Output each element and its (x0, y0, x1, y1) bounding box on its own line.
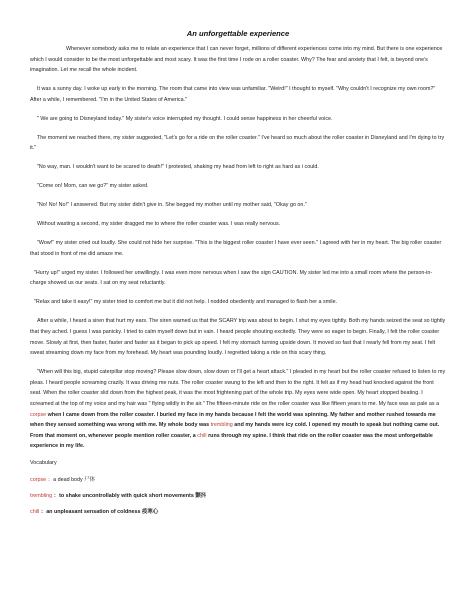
paragraph-relax: "Relax and take it easy!" my sister tried to comfort me but it did not help. I nodded obediently and managed to flash her a smile. (34, 299, 338, 306)
vocab-item (30, 492, 446, 500)
ending-text-2: when I came down from the roller coaster. I buried my face in my hands because I felt the world was spinning. My father and mother rushed towards me when they sensed something was wrong with me. My whole body was (30, 411, 436, 429)
paragraph-siren: After a while, I heard a siren that hurt my ears. The siren warned us that the SCARY trip was about to begin. I shut my eyes tightly. Both my hands seized the seat so tightly that they ached. I guess I was panicky. I tried to calm myself down but in vain. I heard people shouting excitedly. They were so eager to begin. Finally, I felt the roller coaster move. Slowly at first, then faster, faster and faster as it began to pick up speed. I felt my stomach turning upside down. It moved so fast that I nearly fell from my seat. I felt sweat streaming down my face from my forehead. My heart was pounding loudly. I regretted taking a ride on this scary thing. (30, 318, 446, 357)
vocab-item (30, 476, 446, 484)
vocab-definition: ：to shake uncontrollably with quick short movements 颤抖 (53, 493, 207, 500)
paragraph-no: "No! No! No!" I answered. But my sister didn't give in. She begged my mother until my mother said, "Okay go on." (37, 202, 307, 209)
vocab-definition: ：a dead body 尸体 (47, 477, 96, 484)
vocab-term: chill (30, 509, 40, 516)
ending-text-4: runs through my spine. I think that ride on the roller coaster was the most unforgettable experience in my life. (30, 432, 433, 450)
paragraph-wow: "Wow!" my sister cried out loudly. She could not hide her surprise. "This is the biggest roller coaster I have ever seen." I agreed with her in my heart. The big roller coaster that stood in front of me did amaze me. (30, 240, 442, 257)
paragraph-disneyland: " We are going to Disneyland today." My sister's voice interrupted my thought. I could sense happiness in her cheerful voice. (37, 115, 333, 122)
highlight-trembling: trembling (210, 422, 233, 429)
paragraph-ending (30, 367, 446, 452)
highlight-chill: chill (197, 432, 207, 439)
paragraph-dragged: Without wasting a second, my sister dragged me to where the roller coaster was. I was really nervous. (37, 221, 281, 228)
vocab-definition: ：an unpleasant sensation of coldness 疫寒心 (40, 509, 159, 516)
vocab-term: corpse (30, 477, 47, 484)
document-page (30, 29, 446, 524)
ending-text-1: "When will this big, stupid caterpillar stop moving? Please slow down, slow down or I'll get a heart attack." I pleaded in my heart but the roller coaster refused to listen to my pleas. I heard people screaming crazily. It was driving me nuts. The roller coaster swung to the left and then to the right. It felt as if my head had knocked against the front seat. When the roller coaster slid down from the highest peak, it was the most frightening part of the whole trip. My eyes were wide open. My heart stopped beating. I screamed at the top of my voice and my hair was " flying wildly in the air." The fifteen-minute ride on the roller coaster was like fifteen years to me. My face was as pale as a (30, 369, 446, 407)
highlight-corpse: corpse (30, 411, 47, 418)
paragraph-intro: Whenever somebody asks me to relate an experience that I can never forget, millions of different experiences come into my mind. But there is one experience which I would consider to be the most unforgettable and most scary. It was the first time I rode on a roller coaster. Why? The fear and anxiety that I felt, is beyond one's imagination. Let me recall the whole incident. (30, 46, 443, 74)
paragraph-hurry-up: "Hurry up!" urged my sister. I followed her unwillingly. I was even more nervous when I saw the sign CAUTION. My sister led me into a small room where the person-in-charge showed us our seats. I sat on my seat reluctantly. (30, 269, 433, 287)
paragraph-protest: "No way, man. I wouldn't want to be scared to death!" I protested, shaking my head from left to right as hard as i could. (37, 164, 319, 171)
document-title: An unforgettable experience (186, 29, 290, 38)
paragraph-sunny-day: It was a sunny day. I woke up early in the morning. The room that came into view was unfamiliar. "Weird!" I thought to myself. "Why couldn't I recognize my own room?" After a while, I remembered. "I'm in the United States of America." (30, 86, 436, 103)
ending-text-3: and my hands were icy cold. I opened my mouth to speak but nothing came out. From that moment on, whenever people mention roller coaster, a (30, 422, 440, 439)
vocab-item (30, 508, 446, 516)
vocab-term: trembling (30, 493, 53, 500)
vocabulary-heading: Vocabulary (30, 460, 57, 467)
paragraph-suggestion: The moment we reached there, my sister suggested, "Let's go for a ride on the roller coaster." I've heard so much about the roller coaster in Disneyland and I'm dying to try it." (30, 134, 445, 152)
paragraph-come-on: "Come on! Mom, can we go?" my sister asked. (37, 183, 149, 190)
